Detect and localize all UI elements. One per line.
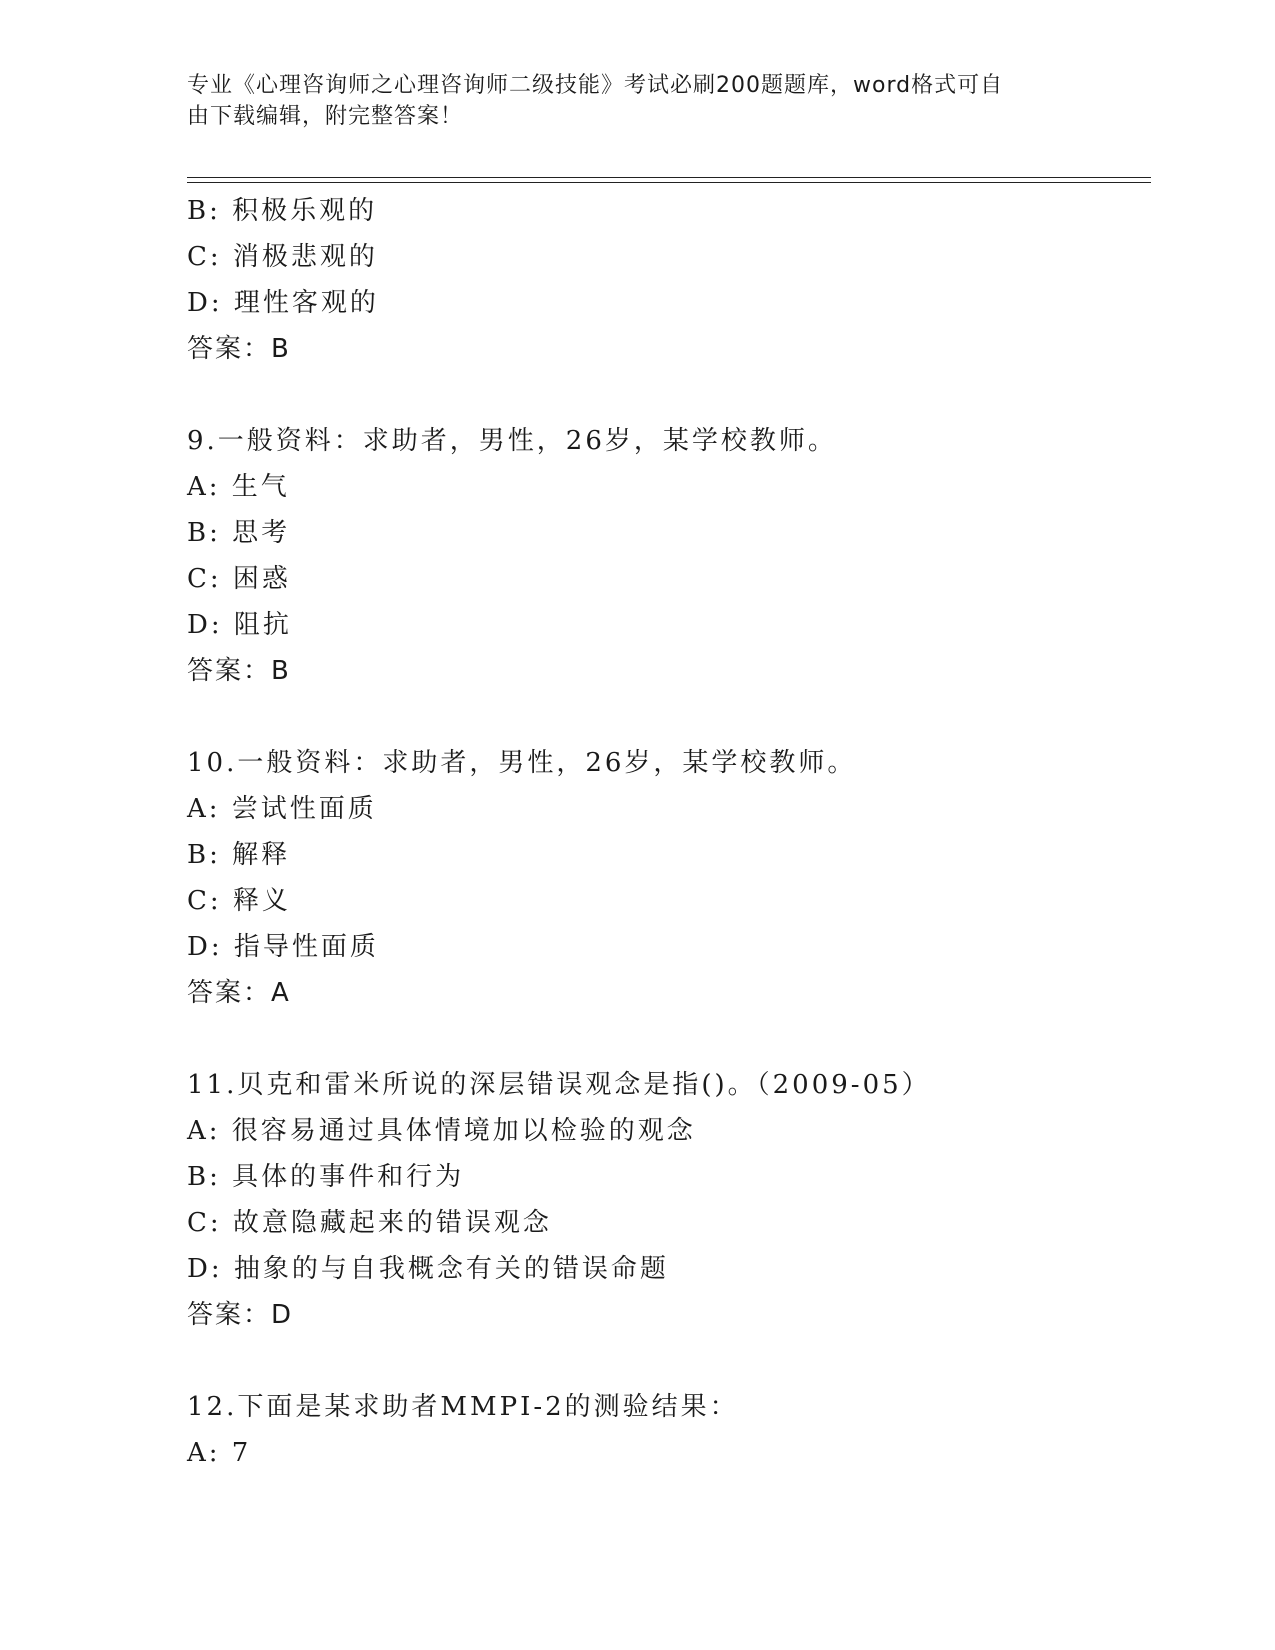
document-header — [187, 70, 1067, 132]
option-a: A: 生气 — [187, 472, 290, 502]
question-stem: 10.一般资料：求助者，男性，26岁，某学校教师。 — [187, 748, 857, 778]
header-divider-top — [187, 177, 1151, 178]
header-line-2: 由下载编辑，附完整答案！ — [187, 104, 464, 129]
question-9 — [187, 418, 1151, 694]
option-d: D: 阻抗 — [187, 610, 292, 640]
answer: 答案：B — [187, 334, 291, 364]
option-d: D: 理性客观的 — [187, 288, 379, 318]
header-divider-bottom — [187, 182, 1151, 183]
option-b: B: 思考 — [187, 518, 291, 548]
header-line-1: 专业《心理咨询师之心理咨询师二级技能》考试必刷200题题库，word格式可自 — [187, 73, 1004, 98]
spacer — [187, 694, 1151, 740]
option-b: B: 解释 — [187, 840, 291, 870]
option-b: B: 具体的事件和行为 — [187, 1162, 465, 1192]
spacer — [187, 1338, 1151, 1384]
option-c: C: 故意隐藏起来的错误观念 — [187, 1208, 552, 1238]
option-b: B: 积极乐观的 — [187, 196, 378, 226]
question-11 — [187, 1062, 1151, 1338]
option-c: C: 困惑 — [187, 564, 291, 594]
option-c: C: 消极悲观的 — [187, 242, 378, 272]
option-a: A: 7 — [187, 1438, 252, 1468]
option-c: C: 释义 — [187, 886, 291, 916]
spacer — [187, 372, 1151, 418]
question-stem: 12.下面是某求助者MMPI-2的测验结果： — [187, 1392, 739, 1422]
question-list — [187, 188, 1151, 1476]
question-stem: 11.贝克和雷米所说的深层错误观念是指()。（2009-05） — [187, 1070, 931, 1100]
question-8 — [187, 188, 1151, 372]
spacer — [187, 1016, 1151, 1062]
answer: 答案：A — [187, 978, 291, 1008]
answer: 答案：B — [187, 656, 291, 686]
question-12 — [187, 1384, 1151, 1476]
question-stem: 9.一般资料：求助者，男性，26岁，某学校教师。 — [187, 426, 837, 456]
option-a: A: 尝试性面质 — [187, 794, 377, 824]
option-d: D: 抽象的与自我概念有关的错误命题 — [187, 1254, 669, 1284]
option-a: A: 很容易通过具体情境加以检验的观念 — [187, 1116, 696, 1146]
question-10 — [187, 740, 1151, 1016]
answer: 答案：D — [187, 1300, 294, 1330]
option-d: D: 指导性面质 — [187, 932, 379, 962]
